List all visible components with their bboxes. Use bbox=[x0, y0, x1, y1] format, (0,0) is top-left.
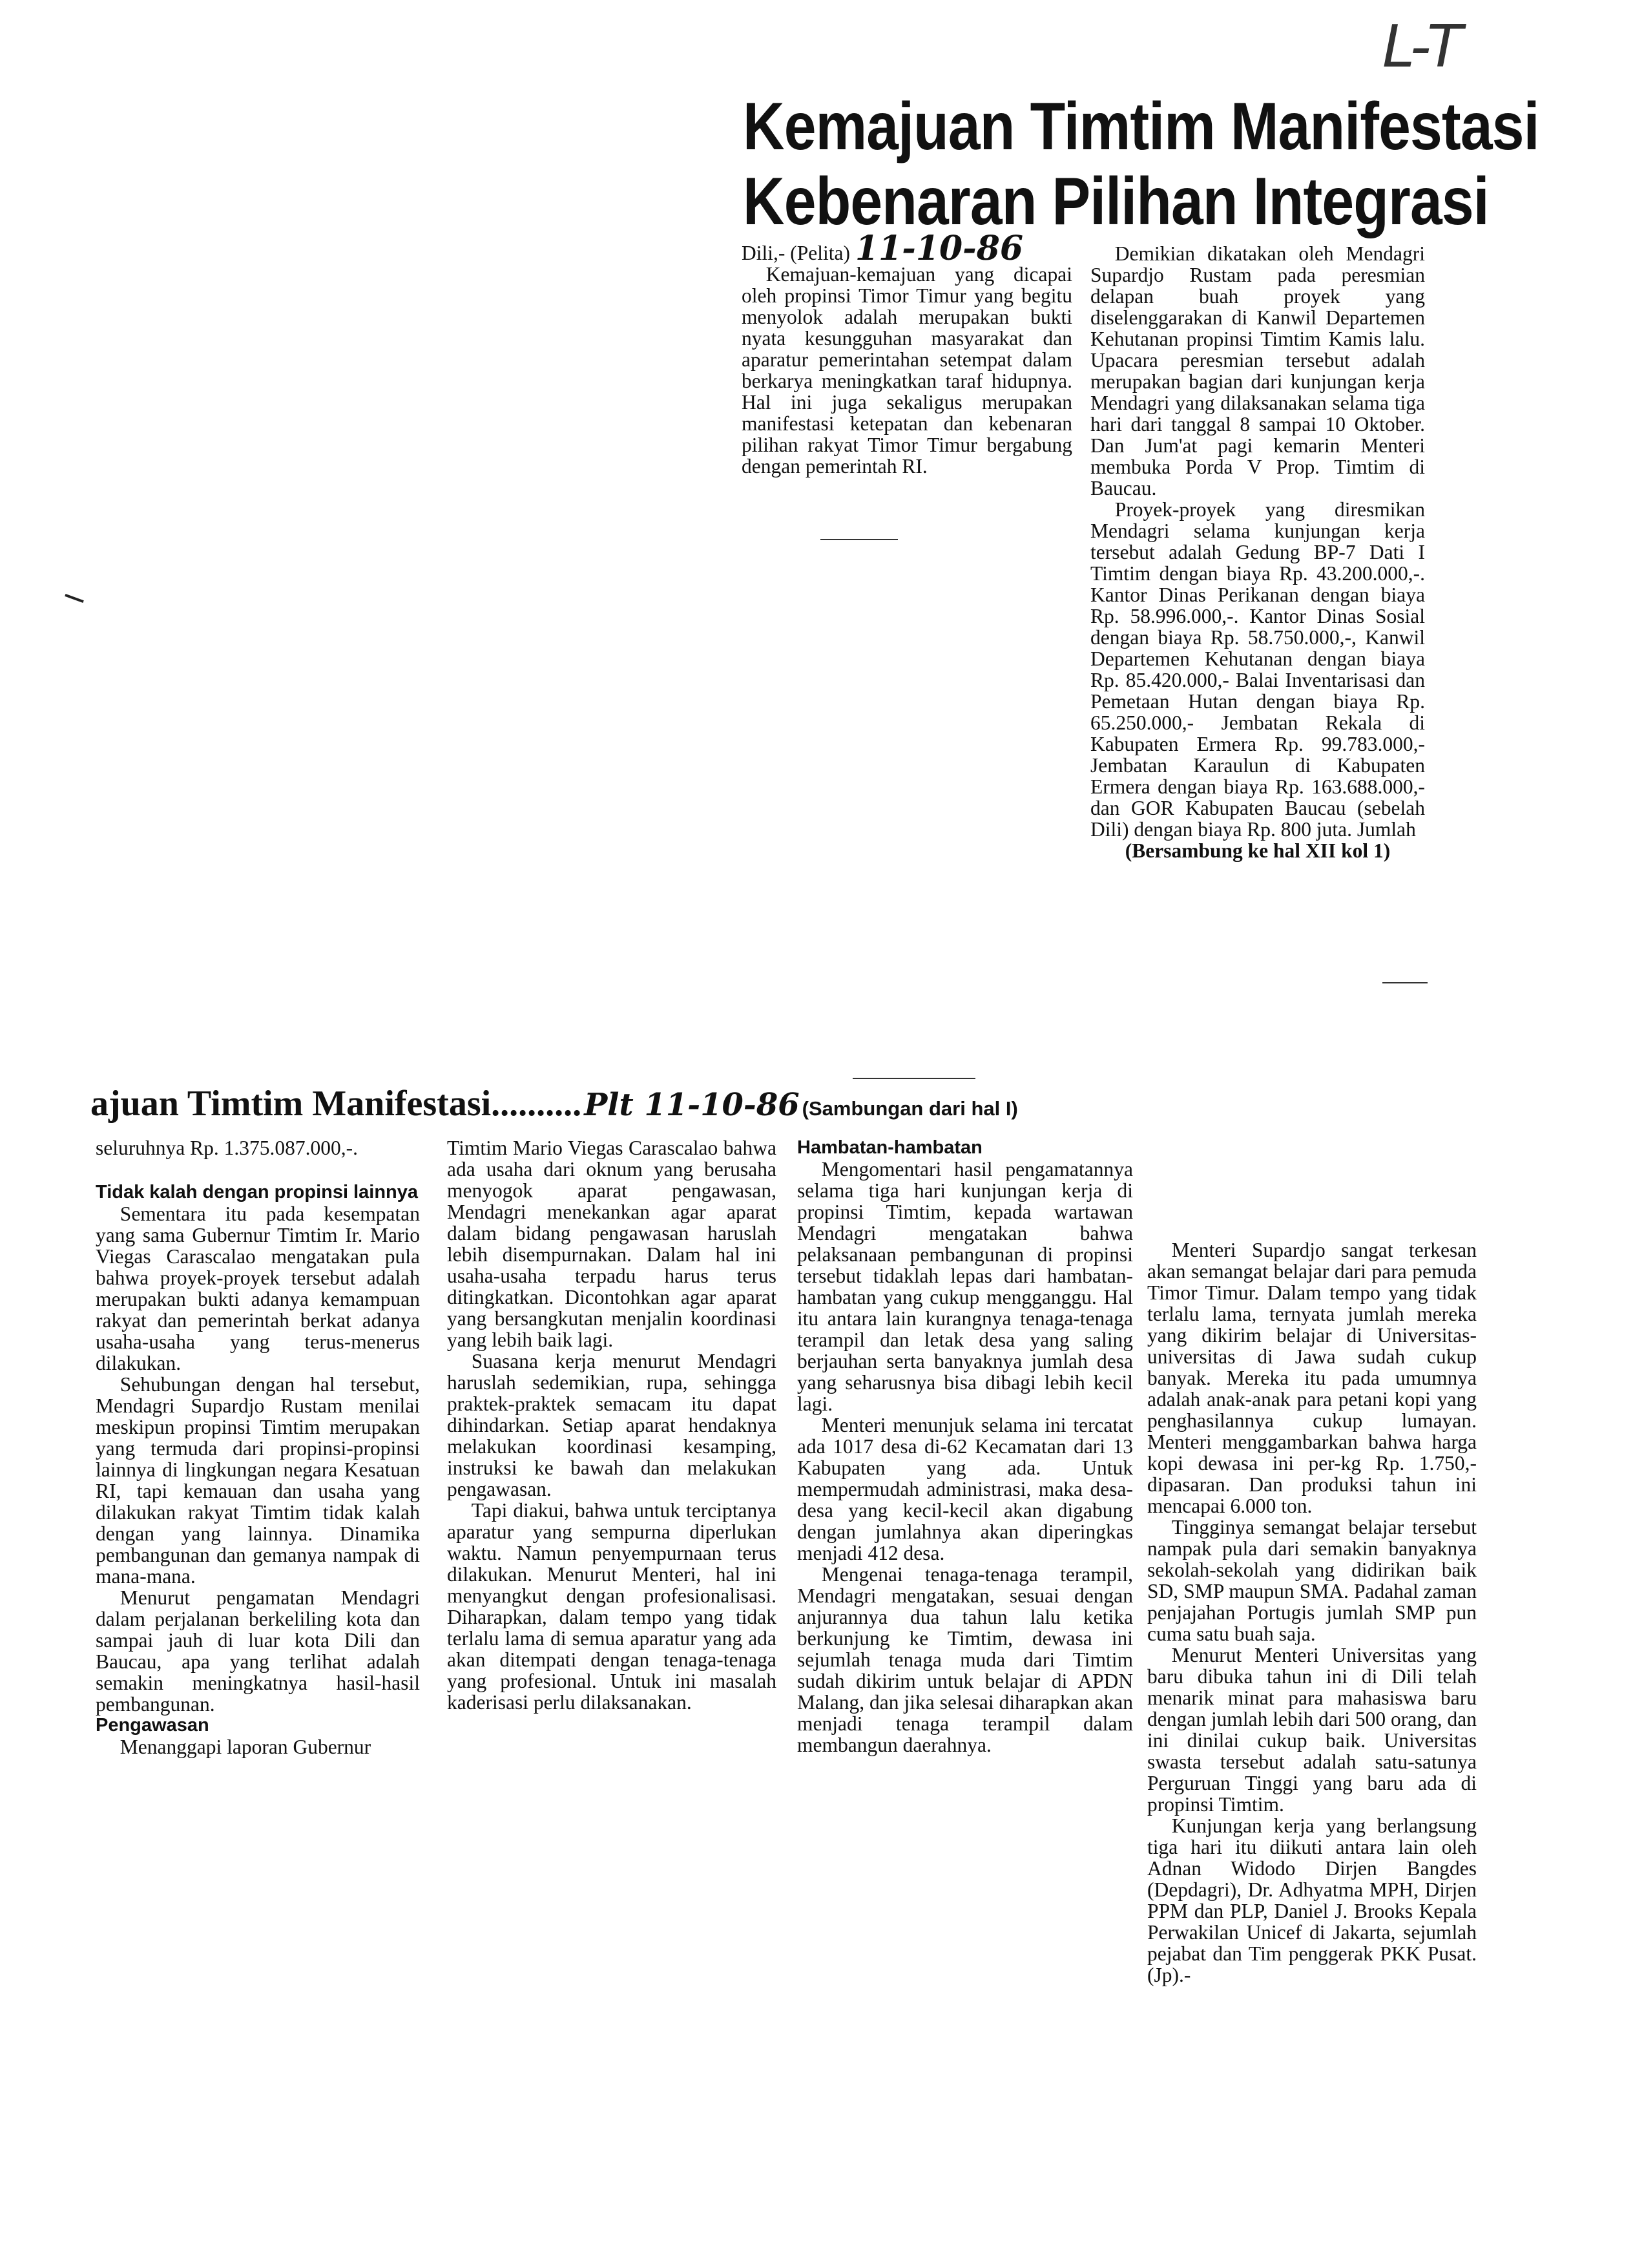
paragraph: Suasana kerja menurut Mendagri haruslah sedemikian, rupa, sehingga praktek-praktek semacam itu dapat dihindarkan. Setiap aparat hendaknya melakukan koordinasi kesamping, instruksi ke bawah dan melakukan pengawasan. bbox=[447, 1350, 776, 1500]
headline-line-1: Kemajuan Timtim Manifestasi bbox=[743, 89, 1539, 164]
paragraph: Mengomentari hasil pengamatannya selama tiga hari kunjungan kerja di propinsi Timtim, kepada wartawan Mendagri mengatakan bahwa pelaksanaan pembangunan di propinsi tersebut tidaklah lepas dari hambatan-hambatan yang cukup mengganggu. Hal itu antara lain kurangnya tenaga-tenaga terampil dan letak desa yang saling berjauhan serta banyaknya jumlah desa yang seharusnya bisa dibagi lebih kecil lagi. bbox=[797, 1158, 1133, 1415]
continuation-column-1 bbox=[96, 1137, 420, 1758]
paragraph: Mengenai tenaga-tenaga terampil, Mendagri mengatakan, sesuai dengan anjurannya dua tahun lalu ketika berkunjung ke Timtim, dewasa ini sejumlah tenaga muda dari Timtim sudah dikirim untuk belajar di APDN Malang, dan jika selesai diharapkan akan menjadi tenaga terampil dalam membangun daerahnya. bbox=[797, 1563, 1133, 1756]
continued-rule bbox=[1382, 982, 1428, 983]
paragraph: Kunjungan kerja yang berlangsung tiga hari itu diikuti antara lain oleh Adnan Widodo Dirjen Bangdes (Depdagri), Dr. Adhyatma MPH, Dirjen PPM dan PLP, Daniel J. Brooks Kepala Perwakilan Unicef di Jakarta, sejumlah pejabat dan Tim penggerak PKK Pusat. (Jp).- bbox=[1147, 1814, 1477, 1986]
paragraph: Demikian dikatakan oleh Mendagri Supardjo Rustam pada peresmian delapan buah proyek yang diselenggarakan di Kanwil Departemen Kehutanan propinsi Timtim Kamis lalu. Upacara peresmian tersebut adalah merupakan bagian dari kunjungan kerja Mendagri yang dilaksanakan selama tiga hari dari tanggal 8 sampai 10 Oktober. Dan Jum'at pagi kemarin Menteri membuka Porda V Prop. Timtim di Baucau. bbox=[1090, 242, 1425, 499]
continuation-handwritten-date: Plt 11-10-86 bbox=[584, 1087, 800, 1123]
handwritten-date: 11-10-86 bbox=[855, 229, 1024, 268]
paragraph: Menanggapi laporan Gubernur bbox=[120, 1736, 371, 1758]
paragraph: Menurut pengamatan Mendagri dalam perjalanan berkeliling kota dan sampai jauh di luar kota Dili dan Baucau, apa yang terlihat adalah semakin meningkatnya hasil-hasil pembangunan. bbox=[96, 1586, 420, 1716]
section-separator bbox=[853, 1078, 975, 1079]
dateline-row bbox=[742, 229, 1072, 268]
top-article-column-2 bbox=[1090, 243, 1425, 861]
column-end-rule bbox=[820, 539, 898, 540]
continuation-title: ajuan Timtim Manifestasi.......... bbox=[90, 1084, 582, 1124]
paragraph: Timtim Mario Viegas Carascalao bahwa ada usaha dari oknum yang berusaha menyogok aparat pengawasan, Mendagri menekankan agar aparat dalam bidang pengawasan haruslah lebih disempurnakan. Dalam hal ini usaha-usaha terpadu harus terus ditingkatkan. Dicontohkan agar aparat yang bersangkutan menjalin koordinasi yang lebih baik lagi. bbox=[447, 1137, 776, 1351]
paragraph: Proyek-proyek yang diresmikan Mendagri selama kunjungan kerja tersebut adalah Gedung BP-7 Dati I Timtim dengan biaya Rp. 43.200.000,-. Kantor Dinas Perikanan dengan biaya Rp. 58.996.000,-. Kantor Dinas Sosial dengan biaya Rp. 58.750.000,-, Kanwil Departemen Kehutanan dengan biaya Rp. 85.420.000,- Balai Inventarisasi dan Pemetaan Hutan dengan biaya Rp. 65.250.000,- Jembatan Rekala di Kabupaten Ermera Rp. 99.783.000,- Jembatan Karaulun di Kabupaten Ermera dengan biaya Rp. 163.688.000,- dan GOR Kabupaten Baucau (sebelah Dili) dengan biaya Rp. 800 juta. Jumlah bbox=[1090, 498, 1425, 841]
lead-line: seluruhnya Rp. 1.375.087.000,-. bbox=[96, 1137, 358, 1159]
top-article-column-1 bbox=[742, 229, 1072, 478]
corner-handwritten-mark: L-T bbox=[1382, 13, 1463, 81]
continuation-column-3 bbox=[797, 1137, 1133, 1756]
paragraph: Menteri menunjuk selama ini tercatat ada 1017 desa di-62 Kecamatan dari 13 Kabupaten yang ada. Untuk mempermudah administrasi, maka desa-desa yang kecil-kecil akan digabung dengan jumlahnya akan diperingkas menjadi 412 desa. bbox=[797, 1414, 1133, 1564]
paragraph: Kemajuan-kemajuan yang dicapai oleh propinsi Timor Timur yang begitu menyolok adalah merupakan bukti nyata kesungguhan masyarakat dan aparatur pemerintahan setempat dalam berkarya meningkatkan taraf hidupnya. Hal ini juga sekaligus merupakan manifestasi ketepatan dan kebenaran pilihan rakyat Timor Timur bergabung dengan pemerintah RI. bbox=[742, 263, 1072, 478]
headline bbox=[743, 89, 1539, 239]
subheading: Hambatan-hambatan bbox=[797, 1137, 983, 1158]
scan-mark bbox=[65, 594, 84, 603]
continuation-column-2 bbox=[447, 1137, 776, 1713]
headline-line-2: Kebenaran Pilihan Integrasi bbox=[743, 164, 1489, 239]
dateline: Dili,- (Pelita) bbox=[742, 242, 850, 264]
continuation-column-4 bbox=[1147, 1239, 1477, 1986]
subheading: Pengawasan bbox=[96, 1715, 209, 1736]
continuation-heading bbox=[90, 1084, 1059, 1123]
paragraph: Tingginya semangat belajar tersebut nampak pula dari semakin banyaknya sekolah-sekolah yang didirikan baik SD, SMP maupun SMA. Padahal zaman penjajahan Portugis jumlah SMP pun cuma satu buah saja. bbox=[1147, 1516, 1477, 1645]
paragraph: Tapi diakui, bahwa untuk terciptanya aparatur yang sempurna diperlukan waktu. Namun penyempurnaan terus dilakukan. Menurut Menteri, hal ini menyangkut dengan profesionalisasi. Diharapkan, dalam tempo yang tidak terlalu lama di semua aparatur yang ada akan ditempati dengan tenaga-tenaga yang profesional. Untuk ini masalah kaderisasi perlu dilaksanakan. bbox=[447, 1499, 776, 1714]
paragraph: Menurut Menteri Universitas yang baru dibuka tahun ini di Dili telah menarik minat para mahasiswa baru dengan jumlah lebih dari 500 orang, dan ini dinilai cukup baik. Universitas swasta tersebut adalah satu-satunya Perguruan Tinggi yang baru ada di propinsi Timtim. bbox=[1147, 1644, 1477, 1816]
paragraph: Sementara itu pada kesempatan yang sama Gubernur Timtim Ir. Mario Viegas Carascalao mengatakan pula bahwa proyek-proyek tersebut adalah merupakan bukti adanya kemampuan rakyat dan pemerintah berkat adanya usaha-usaha yang terus-menerus dilakukan. bbox=[96, 1202, 420, 1374]
subheading: Tidak kalah dengan propinsi lainnya bbox=[96, 1182, 419, 1202]
paragraph: Sehubungan dengan hal tersebut, Mendagri Supardjo Rustam menilai meskipun propinsi Timtim merupakan yang termuda dari propinsi-propinsi lainnya di lingkungan negara Kesatuan RI, tapi kemauan dan usaha yang dilakukan rakyat Timtim tidak kalah dengan yang lainnya. Dinamika pembangunan dan gemanya nampak di mana-mana. bbox=[96, 1373, 420, 1588]
paragraph: Menteri Supardjo sangat terkesan akan semangat belajar dari para pemuda Timor Timur. Dalam tempo yang tidak terlalu lama, ternyata jumlah mereka yang dikirim belajar di Universitas-universitas di Jawa sudah cukup banyak. Mereka itu pada umumnya adalah anak-anak para petani kopi yang penghasilannya cukup lumayan. Menteri menggambarkan bahwa harga kopi dewasa ini per-kg Rp. 1.750,- dipasaran. Dan produksi tahun ini mencapai 6.000 ton. bbox=[1147, 1239, 1477, 1517]
continuation-note: (Sambungan dari hal I) bbox=[802, 1097, 1018, 1120]
continued-note: (Bersambung ke hal XII kol 1) bbox=[1125, 839, 1391, 862]
